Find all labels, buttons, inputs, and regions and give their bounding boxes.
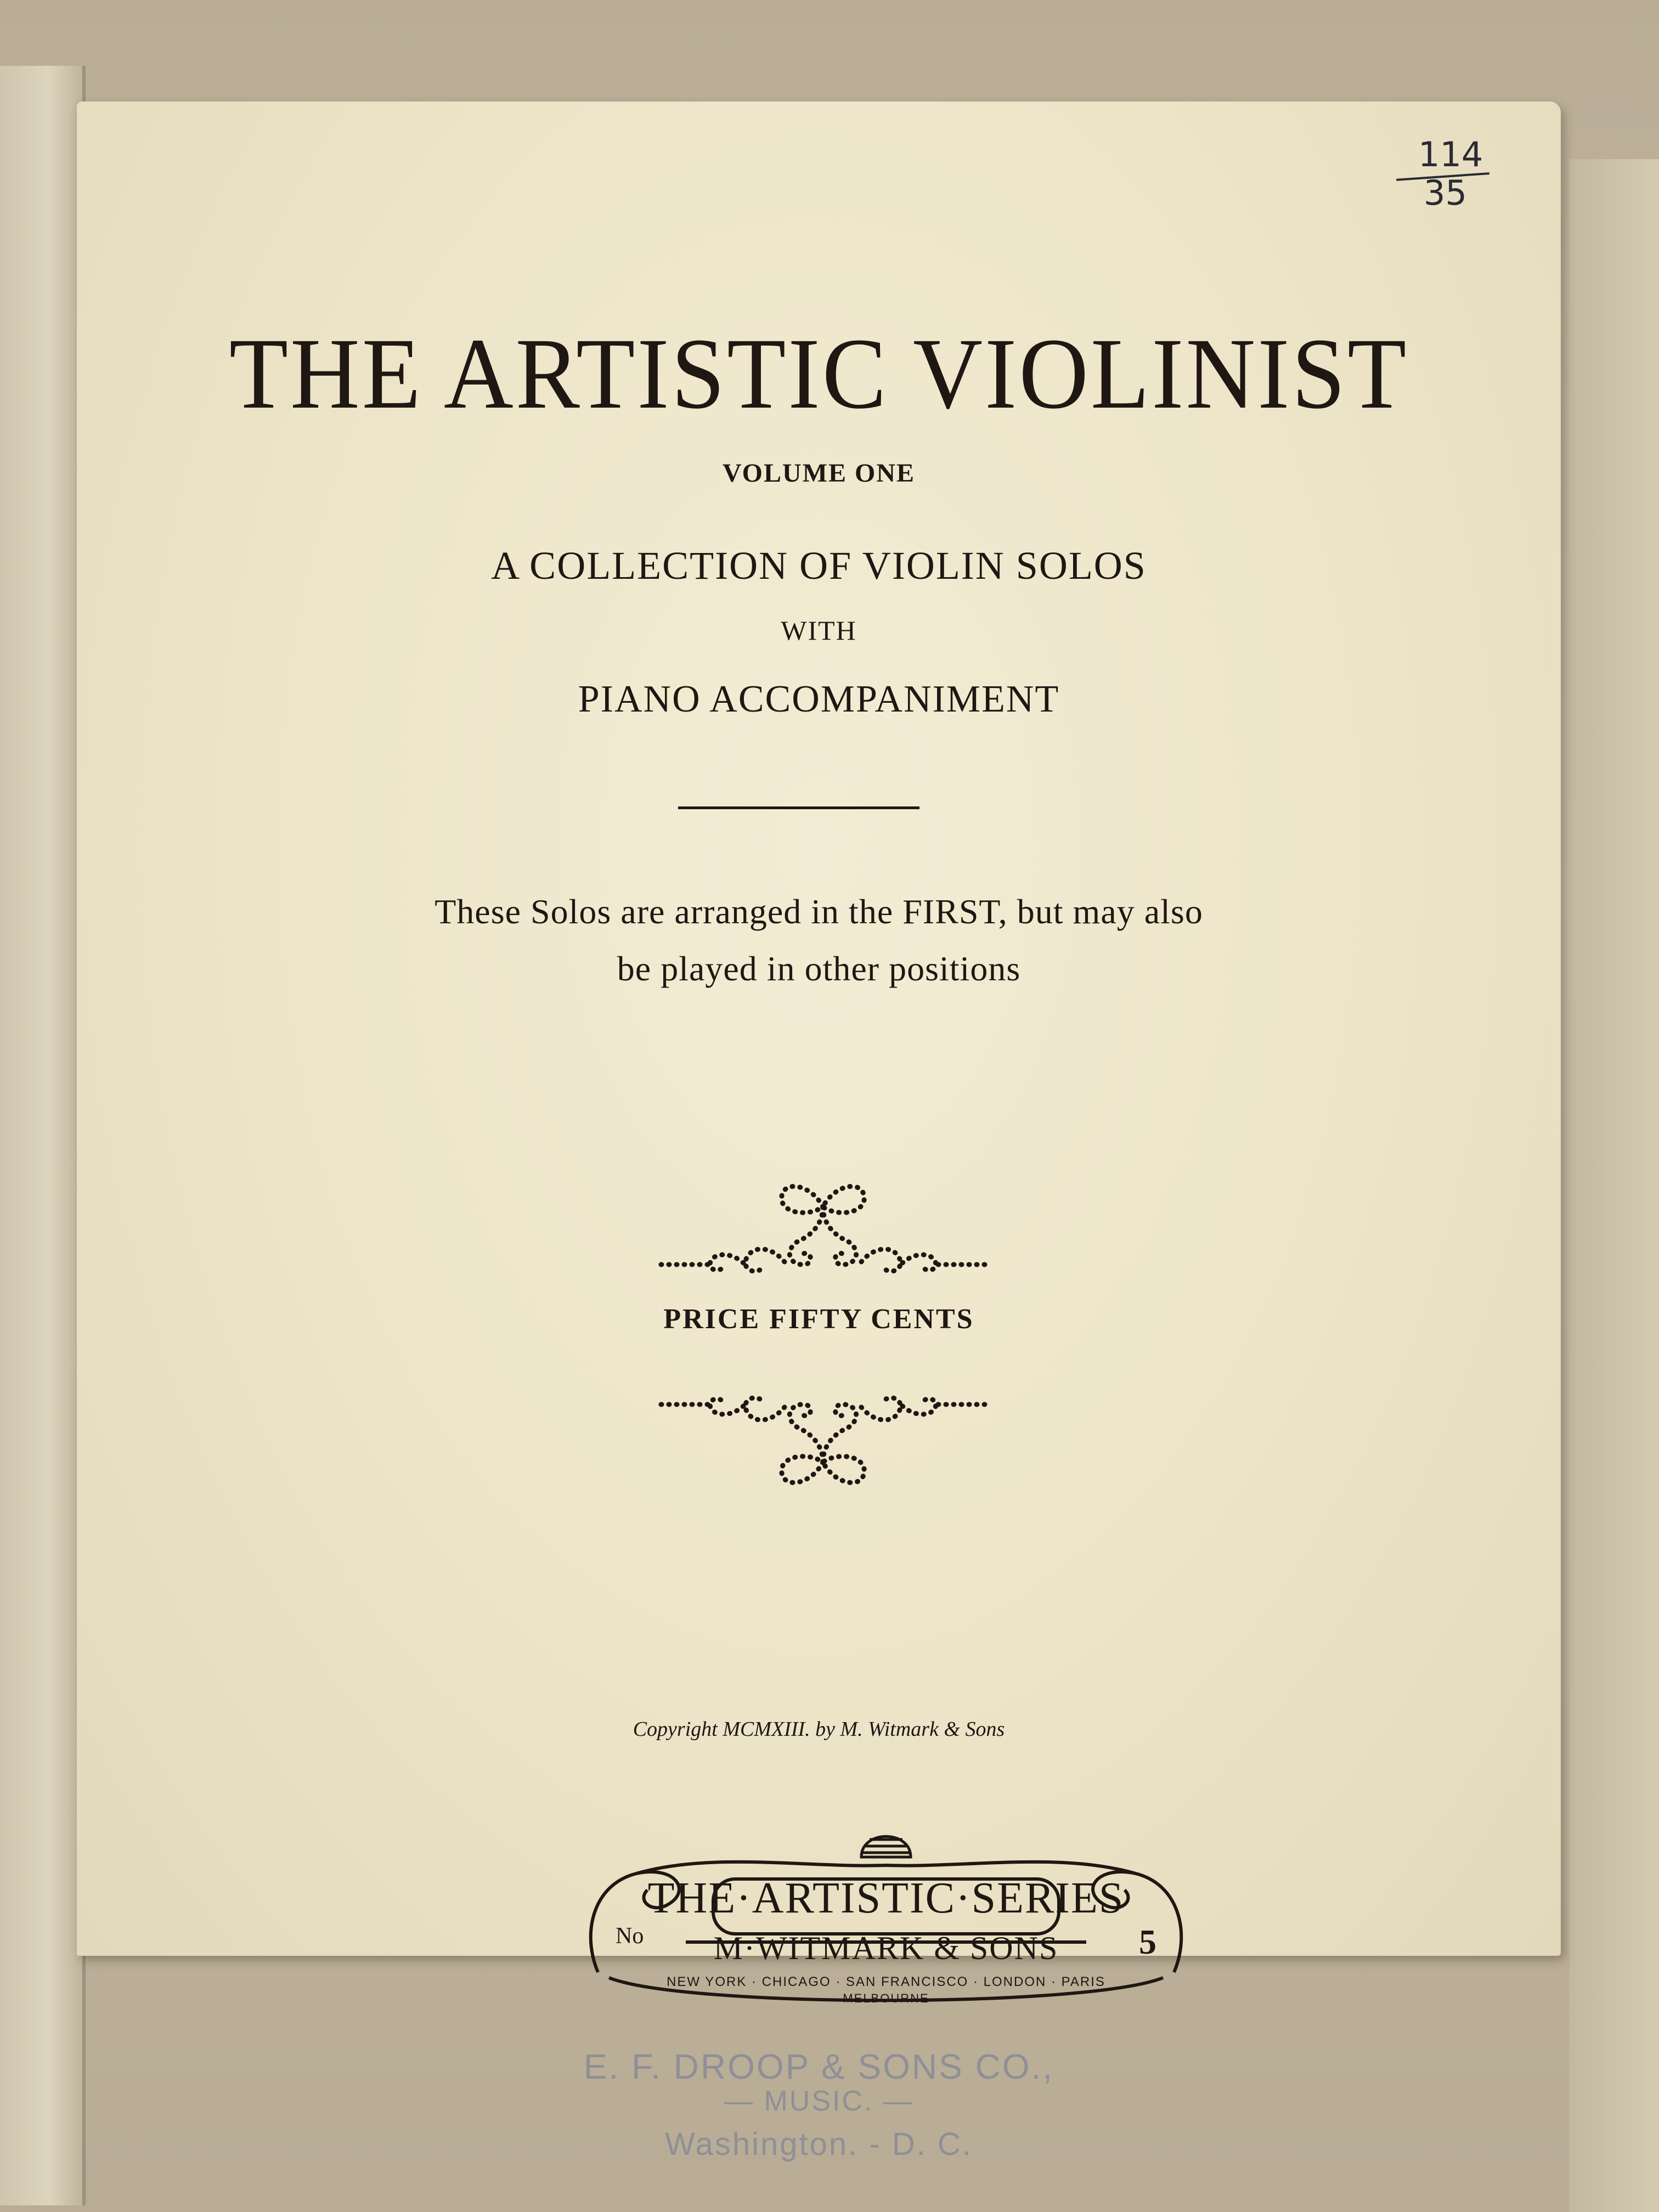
dealer-stamp-line-1: E. F. DROOP & SONS CO., <box>583 2047 1054 2086</box>
logo-no-label: No <box>616 1923 644 1949</box>
logo-series-name: THE·ARTISTIC·SERIES <box>647 1874 1125 1922</box>
copyright-notice: Copyright MCMXIII. by M. Witmark & Sons <box>633 1718 1005 1741</box>
solos-description <box>77 883 1561 997</box>
dotted-scroll-ornament-bottom <box>647 1363 998 1506</box>
handwritten-bottom: 35 <box>1424 173 1467 213</box>
logo-cities: NEW YORK · CHICAGO · SAN FRANCISCO · LONDON · PARIS <box>667 1974 1105 1989</box>
handwritten-note <box>1385 134 1517 244</box>
piano-accompaniment-label: PIANO ACCOMPANIMENT <box>578 678 1060 720</box>
left-page-edge <box>0 66 86 2205</box>
solos-line-1: These Solos are arranged in the FIRST, but may also <box>435 892 1203 931</box>
dealer-stamp-line-2: — MUSIC. — <box>724 2085 913 2117</box>
logo-series-number: 5 <box>1139 1922 1156 1961</box>
price-label: PRICE FIFTY CENTS <box>663 1304 974 1335</box>
solos-line-2: be played in other positions <box>617 949 1021 988</box>
dotted-scroll-ornament-top <box>647 1163 998 1306</box>
logo-city-melbourne: MELBOURNE <box>843 1991 929 2005</box>
with-label: WITH <box>781 615 857 646</box>
page-title: THE ARTISTIC VIOLINIST <box>229 318 1409 430</box>
divider-rule <box>678 806 919 809</box>
logo-publisher: M·WITMARK & SONS <box>713 1930 1059 1966</box>
collection-subtitle: A COLLECTION OF VIOLIN SOLOS <box>491 544 1147 588</box>
artistic-series-logo <box>576 1791 1196 2011</box>
right-page-edge <box>1569 159 1659 2212</box>
volume-label: VOLUME ONE <box>722 459 916 488</box>
handwritten-top: 114 <box>1418 134 1483 174</box>
cover-page <box>77 101 1561 2162</box>
dealer-stamp-line-3: Washington. - D. C. <box>665 2126 973 2162</box>
